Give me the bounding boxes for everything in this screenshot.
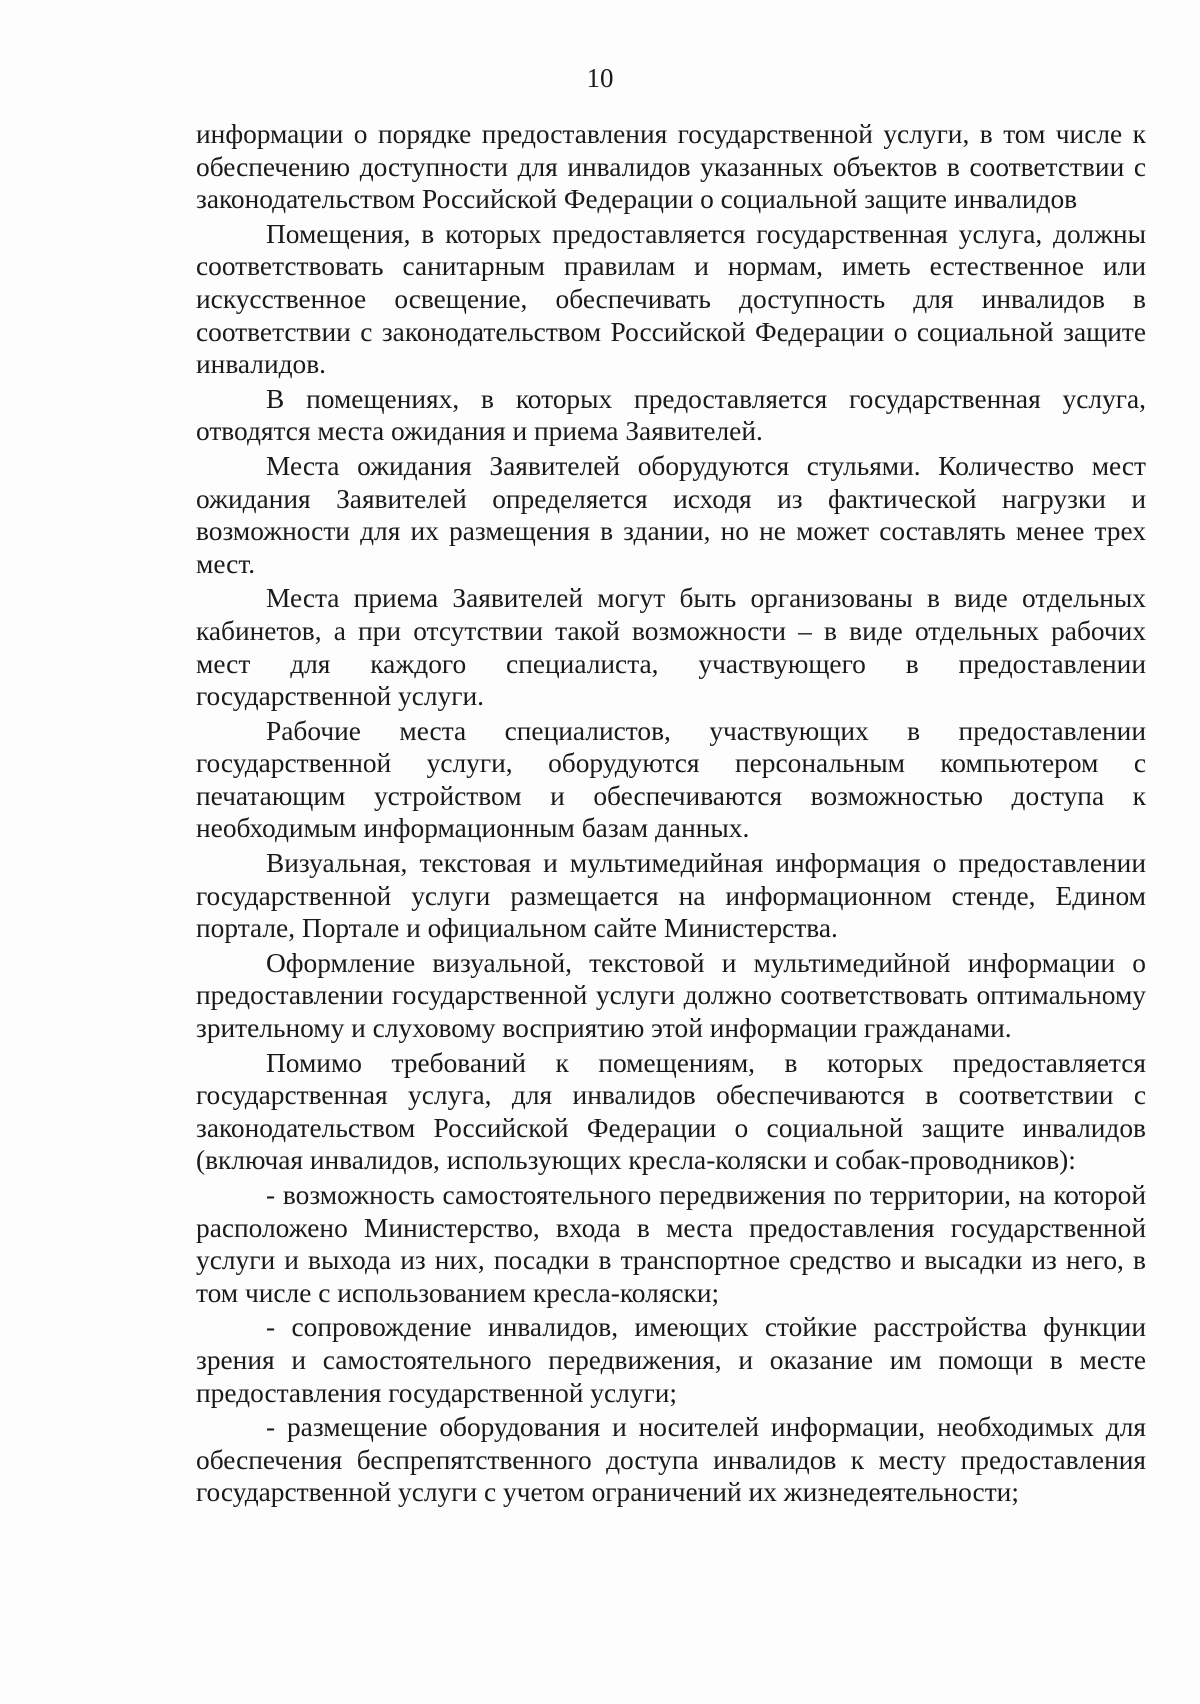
- paragraph: Рабочие места специалистов, участвующих в предоставлении государственной услуги, оборудуются персональным компьютером с печатающим устройством и обеспечиваются возможностью доступа к необходимым информационным базам данных.: [196, 715, 1146, 844]
- paragraph: Места ожидания Заявителей оборудуются стульями. Количество мест ожидания Заявителей определяется исходя из фактической нагрузки и возможности для их размещения в здании, но не может составлять менее трех мест.: [196, 450, 1146, 579]
- page-number: 10: [586, 63, 614, 93]
- paragraph: информации о порядке предоставления государственной услуги, в том числе к обеспечению доступности для инвалидов указанных объектов в соответствии с законодательством Российской Федерации о социальной защите инвалидов: [196, 119, 1146, 215]
- document-body: [196, 118, 1146, 1511]
- list-item: - сопровождение инвалидов, имеющих стойкие расстройства функции зрения и самостоятельного передвижения, и оказание им помощи в месте предоставления государственной услуги;: [196, 1312, 1146, 1408]
- paragraph: В помещениях, в которых предоставляется государственная услуга, отводятся места ожидания и приема Заявителей.: [196, 383, 1146, 447]
- paragraph: Помимо требований к помещениям, в которых предоставляется государственная услуга, для инвалидов обеспечиваются в соответствии с законодательством Российской Федерации о социальной защите инвалидов (включая инвалидов, использующих кресла-коляски и собак-проводников):: [196, 1047, 1146, 1176]
- paragraph: Оформление визуальной, текстовой и мультимедийной информации о предоставлении государственной услуги должно соответствовать оптимальному зрительному и слуховому восприятию этой информации гражданами.: [196, 947, 1146, 1044]
- paragraph: Помещения, в которых предоставляется государственная услуга, должны соответствовать санитарным правилам и нормам, иметь естественное или искусственное освещение, обеспечивать доступность для инвалидов в соответствии с законодательством Российской Федерации о социальной защите инвалидов.: [196, 218, 1146, 380]
- list-item: - размещение оборудования и носителей информации, необходимых для обеспечения беспрепятственного доступа инвалидов к месту предоставления государственной услуги с учетом ограничений их жизнедеятельности;: [196, 1412, 1146, 1508]
- paragraph: Визуальная, текстовая и мультимедийная информация о предоставлении государственной услуги размещается на информационном стенде, Едином портале, Портале и официальном сайте Министерства.: [196, 848, 1146, 944]
- list-item: - возможность самостоятельного передвижения по территории, на которой расположено Министерство, входа в места предоставления государственной услуги и выхода из них, посадки в транспортное средство и высадки из него, в том числе с использованием кресла-коляски;: [196, 1180, 1146, 1308]
- paragraph: Места приема Заявителей могут быть организованы в виде отдельных кабинетов, а при отсутствии такой возможности – в виде отдельных рабочих мест для каждого специалиста, участвующего в предоставлении государственной услуги.: [196, 583, 1146, 712]
